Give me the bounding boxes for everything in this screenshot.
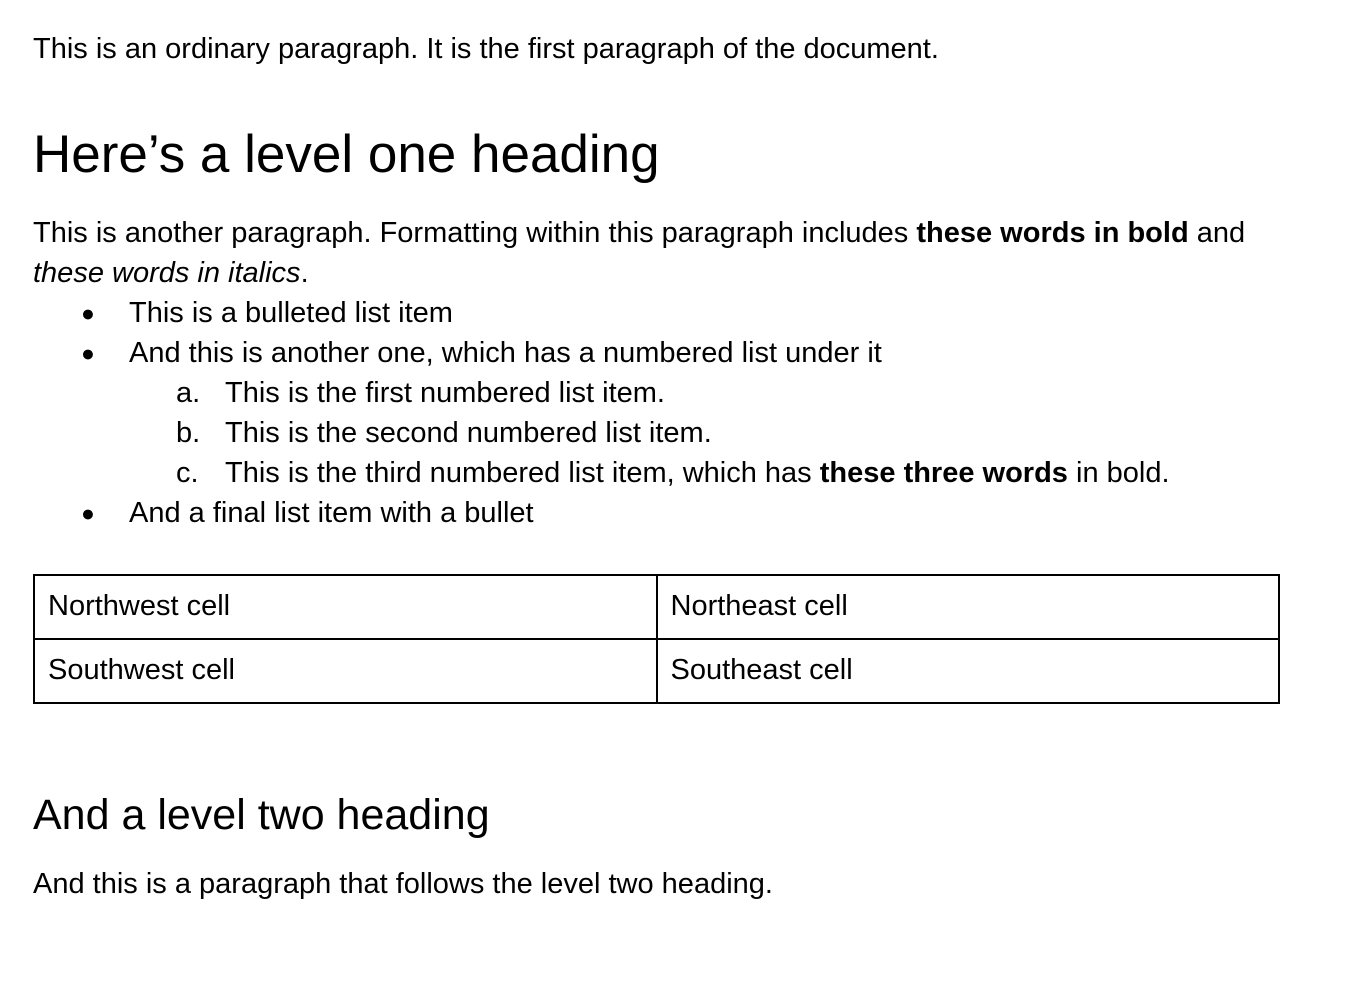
paragraph-after-heading-two: And this is a paragraph that follows the level two heading. — [33, 868, 773, 900]
bullet-marker: ● — [81, 500, 95, 526]
table-cell-southeast: Southeast cell — [657, 639, 1280, 703]
table-row — [34, 575, 1279, 639]
paragraph-second-text: and — [1188, 217, 1246, 249]
paragraph-second — [33, 213, 1280, 293]
numbered-list-item — [33, 453, 1280, 493]
list-item-text: And a final list item with a bullet — [129, 497, 534, 529]
table-cell-northwest: Northwest cell — [34, 575, 657, 639]
list-item-text: in bold. — [1067, 457, 1170, 489]
letter-marker: a. — [176, 377, 201, 409]
numbered-list-item — [33, 413, 1280, 453]
bullet-marker: ● — [81, 300, 95, 326]
list-item-text: This is the third numbered list item, which has — [225, 457, 820, 489]
paragraph-second-italic-text: these words in italics — [33, 257, 301, 289]
table-cell-southwest: Southwest cell — [34, 639, 657, 703]
table-row — [34, 639, 1279, 703]
list-item-text: This is the first numbered list item. — [225, 377, 665, 409]
list-item — [33, 333, 1280, 373]
paragraph-second-text: This is another paragraph. Formatting within this paragraph includes — [33, 217, 917, 249]
list-item-text: And this is another one, which has a numbered list under it — [129, 337, 882, 369]
list-item-bold-text: these three words — [819, 457, 1068, 489]
heading-level-one: Here’s a level one heading — [33, 125, 660, 184]
paragraph-second-text: . — [300, 257, 309, 289]
paragraph-first: This is an ordinary paragraph. It is the first paragraph of the document. — [33, 33, 939, 65]
heading-level-two: And a level two heading — [33, 791, 490, 839]
numbered-list-item — [33, 373, 1280, 413]
list-item — [33, 293, 1280, 333]
letter-marker: b. — [176, 417, 201, 449]
paragraph-second-bold-text: these words in bold — [916, 217, 1189, 249]
two-by-two-table — [33, 574, 1280, 704]
table-cell-northeast: Northeast cell — [657, 575, 1280, 639]
list-item — [33, 493, 1280, 533]
bullet-list — [33, 293, 1280, 533]
bullet-marker: ● — [81, 340, 95, 366]
list-item-text: This is the second numbered list item. — [225, 417, 712, 449]
list-item-text: This is a bulleted list item — [129, 297, 453, 329]
letter-marker: c. — [176, 457, 199, 489]
